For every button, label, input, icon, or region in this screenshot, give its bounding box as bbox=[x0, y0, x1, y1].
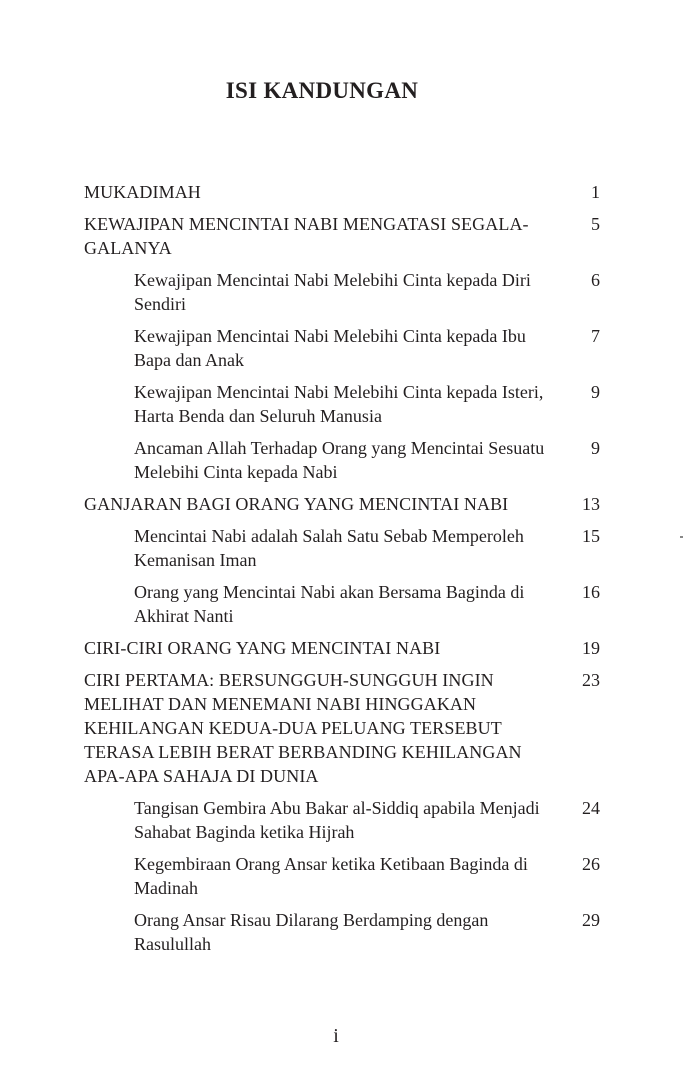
toc-entry-title: GANJARAN BAGI ORANG YANG MENCINTAI NABI bbox=[84, 494, 509, 514]
toc-subentry-page: 9 bbox=[591, 382, 600, 402]
toc-subentry-title: Ancaman Allah Terhadap Orang yang Mencintai Sesuatu Melebihi Cinta kepada Nabi bbox=[134, 438, 545, 482]
toc-subentry-title: Kegembiraan Orang Ansar ketika Ketibaan Baginda di Madinah bbox=[134, 854, 528, 898]
toc-entry-title: CIRI PERTAMA: BERSUNGGUH-SUNGGUH INGIN MELIHAT DAN MENEMANI NABI HINGGAKAN KEHILANGAN KEDUA-DUA PELUANG TERSEBUT TERASA LEBIH BERAT BERBANDING KEHILANGAN APA-APA SAHAJA DI DUNIA bbox=[84, 670, 522, 786]
toc-entry-page: 1 bbox=[591, 182, 600, 202]
toc-entry bbox=[84, 180, 600, 204]
toc-subentry-title: Kewajipan Mencintai Nabi Melebihi Cinta kepada Diri Sendiri bbox=[134, 270, 531, 314]
toc-subentry bbox=[134, 852, 600, 900]
toc-subentry-page: 9 bbox=[591, 438, 600, 458]
toc-subentry bbox=[134, 436, 600, 484]
toc-entry bbox=[84, 212, 600, 260]
toc-subentry bbox=[134, 908, 600, 956]
toc-entry-page: 13 bbox=[582, 494, 600, 514]
toc-subentry-page: 15 bbox=[582, 526, 600, 546]
toc-subentry-title: Kewajipan Mencintai Nabi Melebihi Cinta kepada Ibu Bapa dan Anak bbox=[134, 326, 526, 370]
toc-subentry-page: 26 bbox=[582, 854, 600, 874]
toc-subentry-title: Orang yang Mencintai Nabi akan Bersama Baginda di Akhirat Nanti bbox=[134, 582, 525, 626]
scan-speck bbox=[680, 536, 683, 538]
toc-subentry-title: Tangisan Gembira Abu Bakar al-Siddiq apabila Menjadi Sahabat Baginda ketika Hijrah bbox=[134, 798, 540, 842]
page-title: ISI KANDUNGAN bbox=[225, 78, 419, 103]
toc-subentry-title: Mencintai Nabi adalah Salah Satu Sebab Memperoleh Kemanisan Iman bbox=[134, 526, 524, 570]
toc-subentry-title: Kewajipan Mencintai Nabi Melebihi Cinta kepada Isteri, Harta Benda dan Seluruh Manusia bbox=[134, 382, 544, 426]
toc-subentry bbox=[134, 268, 600, 316]
toc-subentry bbox=[134, 580, 600, 628]
toc-subentry bbox=[134, 380, 600, 428]
toc-subentry-title: Orang Ansar Risau Dilarang Berdamping dengan Rasulullah bbox=[134, 910, 489, 954]
toc-entry bbox=[84, 668, 600, 788]
toc-entry bbox=[84, 492, 600, 516]
toc-entry-title: KEWAJIPAN MENCINTAI NABI MENGATASI SEGALA-GALANYA bbox=[84, 214, 529, 258]
toc-entry-page: 23 bbox=[582, 670, 600, 690]
toc-subentry bbox=[134, 796, 600, 844]
toc-subentry bbox=[134, 324, 600, 372]
toc-entry-title: MUKADIMAH bbox=[84, 182, 201, 202]
page-number-footer: i bbox=[333, 1025, 339, 1047]
toc-entry bbox=[84, 636, 600, 660]
toc-subentry-page: 7 bbox=[591, 326, 600, 346]
toc-subentry-page: 29 bbox=[582, 910, 600, 930]
toc-entry-page: 19 bbox=[582, 638, 600, 658]
table-of-contents bbox=[84, 180, 600, 956]
toc-subentry-page: 16 bbox=[582, 582, 600, 602]
toc-entry-title: CIRI-CIRI ORANG YANG MENCINTAI NABI bbox=[84, 638, 441, 658]
toc-subentry-page: 24 bbox=[582, 798, 600, 818]
toc-subentry bbox=[134, 524, 600, 572]
toc-entry-page: 5 bbox=[591, 214, 600, 234]
toc-subentry-page: 6 bbox=[591, 270, 600, 290]
